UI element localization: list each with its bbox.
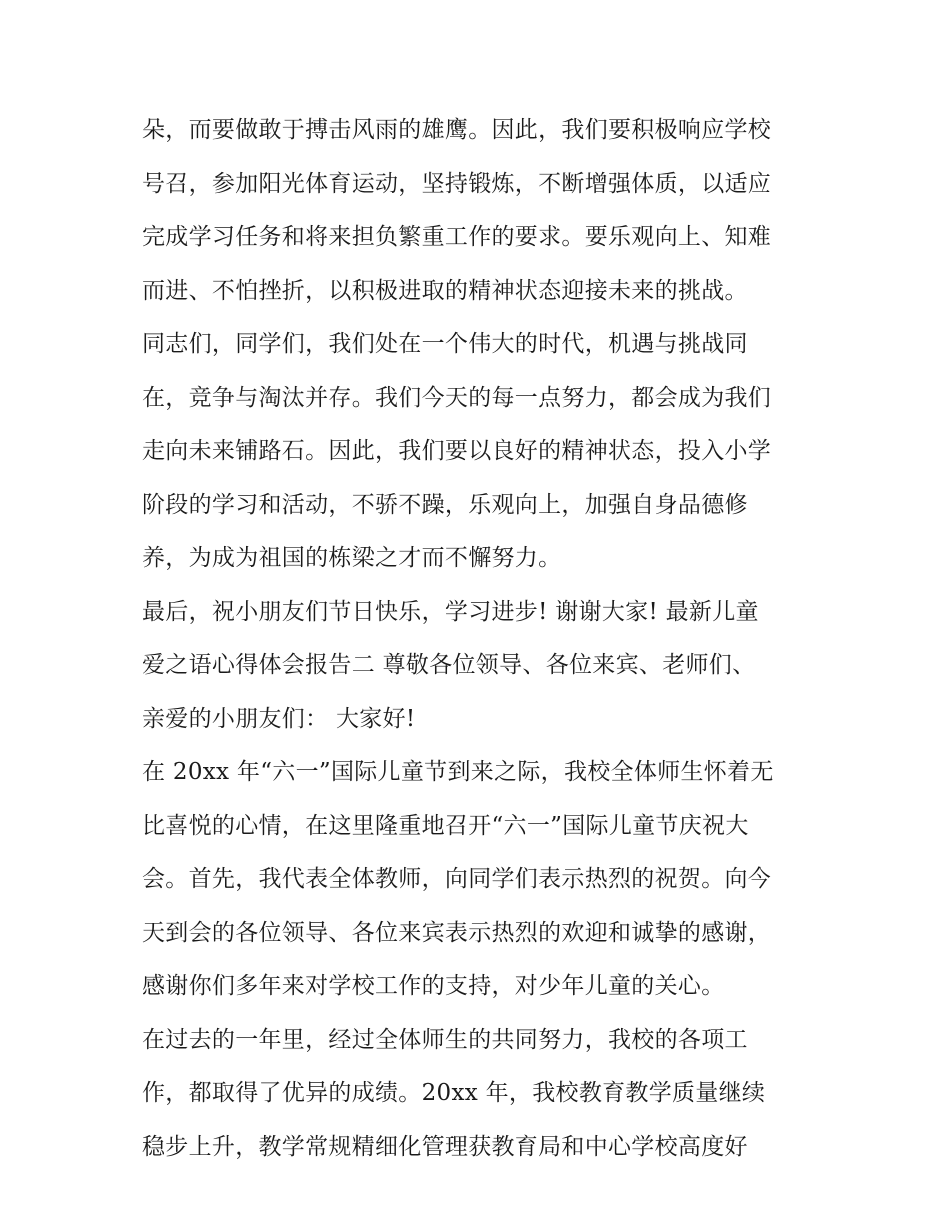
text-line: 最后，祝小朋友们节日快乐，学习进步! 谢谢大家! 最新儿童 [142,598,759,625]
text-line: 阶段的学习和活动，不骄不躁，乐观向上，加强自身品德修 [142,491,748,518]
text-line: 养，为成为祖国的栋梁之才而不懈努力。 [142,545,562,571]
text-line: 号召，参加阳光体育运动，坚持锻炼，不断增强体质，以适应 [142,170,772,197]
text-line: 在过去的一年里，经过全体师生的共同努力，我校的各项工 [142,1026,748,1053]
body-text [142,104,822,1174]
text-line: 完成学习任务和将来担负繁重工作的要求。要乐观向上、知难 [142,224,772,250]
text-line: 会。首先，我代表全体教师，向同学们表示热烈的祝贺。向今 [142,866,772,892]
text-line: 稳步上升，教学常规精细化管理获教育局和中心学校高度好 [142,1133,748,1160]
text-line: 而进、不怕挫折，以积极进取的精神状态迎接未来的挑战。 [142,277,748,304]
text-line: 朵，而要做敢于搏击风雨的雄鹰。因此，我们要积极响应学校 [142,117,772,143]
text-line: 同志们，同学们，我们处在一个伟大的时代，机遇与挑战同 [142,331,748,357]
text-line: 天到会的各位领导、各位来宾表示热烈的欢迎和诚挚的感谢， [142,919,772,946]
text-line: 走向未来铺路石。因此，我们要以良好的精神状态，投入小学 [142,438,772,464]
text-line: 比喜悦的心情，在这里隆重地召开“六一”国际儿童节庆祝大 [142,812,749,839]
text-line: 感谢你们多年来对学校工作的支持，对少年儿童的关心。 [142,973,725,999]
text-line: 亲爱的小朋友们： 大家好! [142,705,416,732]
text-line: 在 20xx 年“六一”国际儿童节到来之际，我校全体师生怀着无 [142,759,774,785]
text-line: 爱之语心得体会报告二 尊敬各位领导、各位来宾、老师们、 [142,652,756,678]
text-line: 在，竞争与淘汰并存。我们今天的每一点努力，都会成为我们 [142,384,772,411]
text-line: 作，都取得了优异的成绩。20xx 年，我校教育教学质量继续 [142,1080,766,1106]
